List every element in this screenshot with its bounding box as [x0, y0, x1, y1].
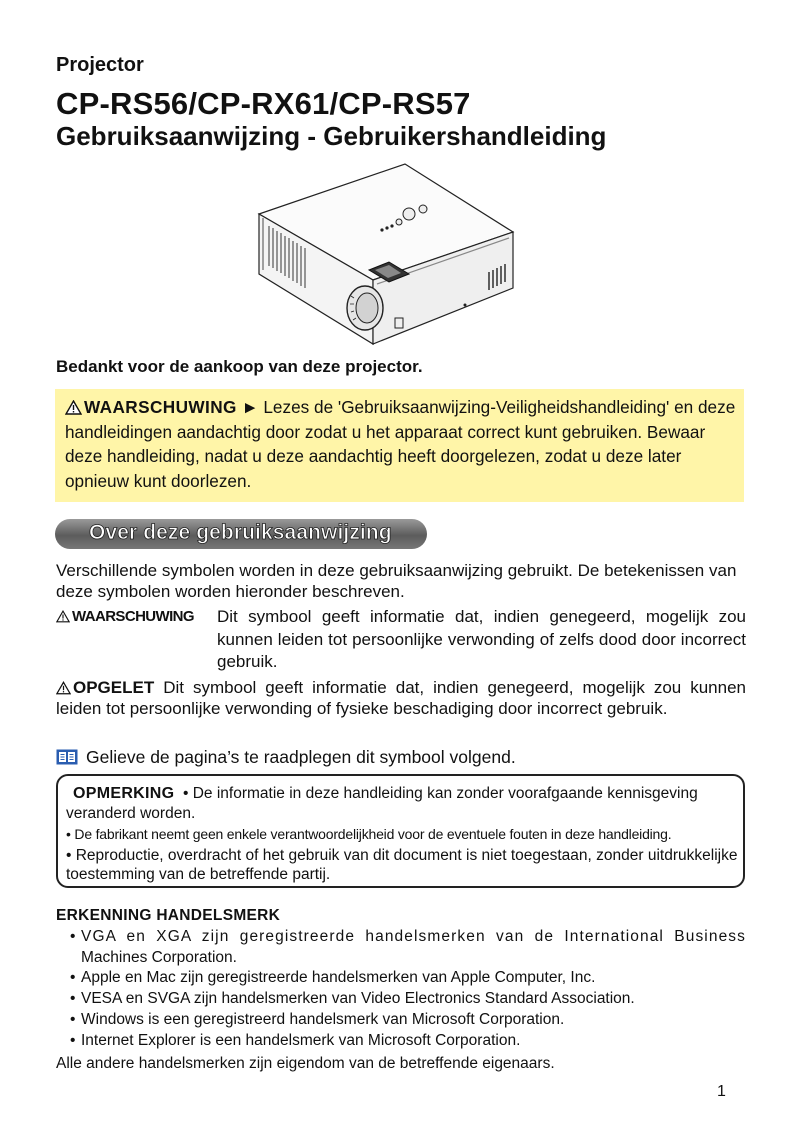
warning-symbol-label	[56, 606, 194, 628]
model-name: CP-RS56/CP-RX61/CP-RS57	[56, 86, 471, 121]
page-number: 1	[717, 1083, 726, 1100]
section-heading-pill	[55, 519, 427, 549]
caution-symbol-text: Dit symbool geeft informatie dat, indien genegeerd, mogelijk zou kunnen leiden tot persoonlijke verwonding of fysieke beschadiging door incorrect gebruik.	[56, 678, 746, 718]
note-label: OPMERKING	[73, 785, 175, 802]
note-item-1: De informatie in deze handleiding kan zonder voorafgaande kennisgeving veranderd worden.	[66, 785, 698, 822]
book-symbol-text: Gelieve de pagina’s te raadplegen dit symbool volgend.	[86, 747, 516, 767]
trademark-item: • Apple en Mac zijn geregistreerde handelsmerken van Apple Computer, Inc.	[70, 968, 746, 989]
caution-symbol-label	[56, 678, 163, 697]
warning-symbol-row	[56, 606, 746, 674]
page-title: Gebruiksaanwijzing - Gebruikershandleiding	[56, 121, 607, 151]
note-line-2: • De fabrikant neemt geen enkele verantwoordelijkheid voor de eventuele fouten in deze handleiding.	[66, 826, 672, 842]
arrow-icon: ►	[241, 397, 259, 417]
thanks-text: Bedankt voor de aankoop van deze projector.	[56, 357, 423, 376]
warning-box	[55, 389, 744, 502]
trademark-item: • Windows is een geregistreerd handelsmerk van Microsoft Corporation.	[70, 1010, 746, 1031]
trademark-item-cont: Machines Corporation.	[81, 948, 237, 966]
note-item-3: Reproductie, overdracht of het gebruik van dit document is niet toegestaan, zonder uitdrukkelijke toestemming van de betreffende partij.	[66, 846, 738, 883]
doc-subtitle: Projector	[56, 54, 144, 76]
note-box	[56, 774, 745, 888]
note-content	[66, 784, 738, 885]
caution-symbol-block	[56, 677, 746, 719]
intro-paragraph: Verschillende symbolen worden in deze gebruiksaanwijzing gebruikt. De betekenissen van deze symbolen worden hieronder beschreven.	[56, 561, 737, 601]
warning-text: Lezes de 'Gebruiksaanwijzing-Veiligheidshandleiding' en deze handleidingen aandachtig door zodat u het apparaat correct kunt gebruiken. Bewaar deze handleiding, nadat u deze aandachtig heeft doorgelezen, zodat u deze later opnieuw kunt doorlezen.	[65, 397, 736, 491]
book-symbol-row	[56, 747, 516, 768]
warning-symbol-text: Dit symbool geeft informatie dat, indien genegeerd, mogelijk zou kunnen leiden tot persoonlijke verwonding of zelfs dood door incorrect gebruik.	[217, 607, 746, 671]
warning-symbol-name: WAARSCHUWING	[72, 608, 194, 625]
caution-symbol-row	[56, 677, 746, 719]
projector-illustration	[255, 162, 515, 346]
note-line-1: OPMERKING • De informatie in deze handleiding kan zonder voorafgaande kennisgeving veranderd worden.	[66, 785, 698, 822]
note-item-2: De fabrikant neemt geen enkele verantwoordelijkheid voor de eventuele fouten in deze handleiding.	[74, 826, 672, 842]
caution-symbol-name: OPGELET	[73, 678, 155, 697]
note-line-3: • Reproductie, overdracht of het gebruik van dit document is niet toegestaan, zonder uitdrukkelijke toestemming van de betreffende partij.	[66, 846, 738, 883]
trademark-item: • VESA en SVGA zijn handelsmerken van Video Electronics Standard Association.	[70, 989, 746, 1010]
caution-triangle-icon	[56, 681, 71, 695]
warning-box-text	[65, 395, 737, 493]
warning-triangle-icon	[56, 610, 70, 623]
book-icon	[56, 749, 78, 765]
warning-triangle-icon	[65, 400, 82, 415]
trademark-item: • VGA en XGA zijn geregistreerde handelsmerken van de International Business	[70, 927, 746, 948]
warning-label: WAARSCHUWING	[84, 397, 237, 417]
trademark-list	[70, 927, 746, 1051]
trademark-item: • Internet Explorer is een handelsmerk van Microsoft Corporation.	[70, 1031, 746, 1052]
section-heading: Over deze gebruiksaanwijzing	[89, 521, 392, 544]
trademark-heading: ERKENNING HANDELSMERK	[56, 907, 281, 924]
trademark-closing: Alle andere handelsmerken zijn eigendom van de betreffende eigenaars.	[56, 1055, 555, 1072]
